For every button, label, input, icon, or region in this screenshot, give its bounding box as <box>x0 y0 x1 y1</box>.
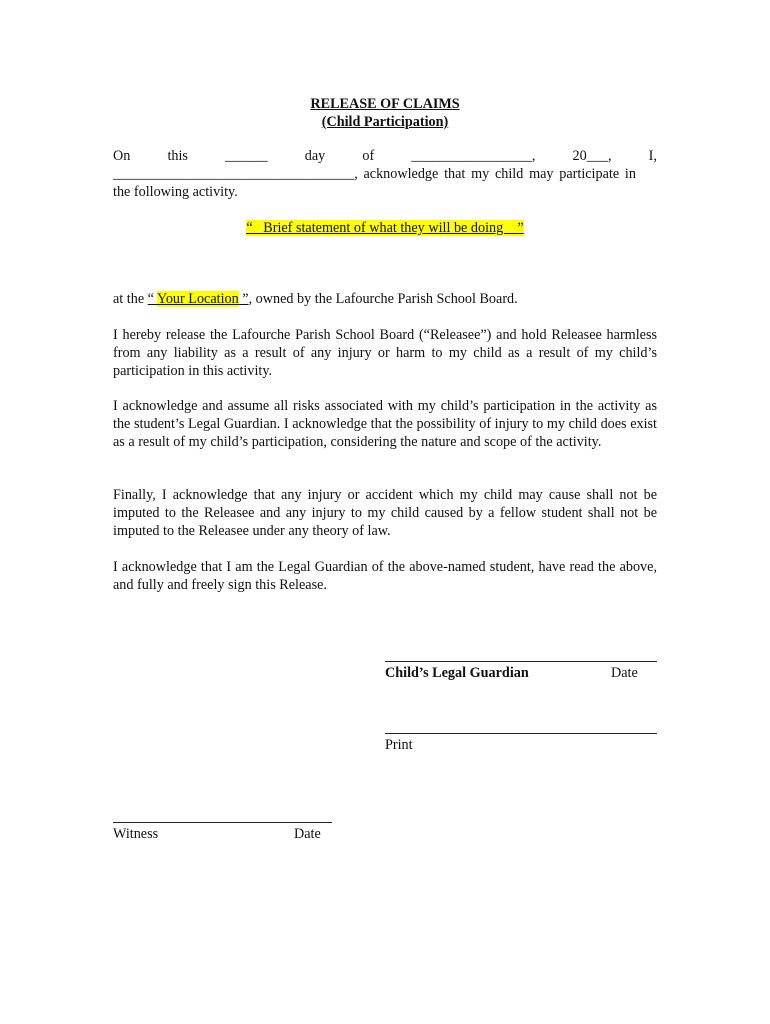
intro-of: of <box>362 148 375 164</box>
guardian-label: Child’s Legal Guardian <box>385 665 529 681</box>
intro-on: On <box>113 148 131 164</box>
location-open-quote: “ <box>147 291 157 307</box>
intro-this: this <box>167 148 188 164</box>
print-label: Print <box>385 737 413 753</box>
title-main: RELEASE OF CLAIMS <box>310 96 460 112</box>
risk-paragraph: I acknowledge and assume all risks associated with my child’s participation in the activity as the student’s Legal Guardian. I acknowledge that the possibility of injury to my child does exist as a result of my child’s participation, considering the nature and scope of the activity. <box>113 398 657 450</box>
release-paragraph: I hereby release the Lafourche Parish School Board (“Releasee”) and hold Releasee harmless from any liability as a result of any injury or harm to my child as a result of my child’s participation in this activity. <box>113 327 657 379</box>
intro-day: day <box>304 148 326 164</box>
location-suffix: , owned by the Lafourche Parish School Board. <box>248 291 518 307</box>
intro-line-1 <box>113 147 657 165</box>
year-blank: 20___, <box>572 148 612 164</box>
intro-line-2 <box>113 165 657 183</box>
activity-statement <box>0 219 770 237</box>
location-highlight: Your Location <box>157 291 239 307</box>
witness-label: Witness <box>113 826 159 842</box>
title-subtitle: (Child Participation) <box>321 114 449 130</box>
name-blank-line: __________________________________, acknowledge that my child may participate in <box>113 166 636 182</box>
document-title <box>0 95 770 131</box>
location-line <box>113 290 657 308</box>
print-line <box>385 733 657 734</box>
intro-i: I, <box>648 148 657 164</box>
intro-paragraph <box>113 147 657 201</box>
guardian-date-label: Date <box>611 665 638 681</box>
witness-signature-line <box>113 822 332 823</box>
guardian-paragraph: I acknowledge that I am the Legal Guardian of the above-named student, have read the above, and fully and freely sign this Release. <box>113 559 657 593</box>
day-blank: ______ <box>225 148 268 164</box>
month-blank: _________________, <box>411 148 536 164</box>
location-close-quote: ” <box>238 291 249 307</box>
guardian-signature-line <box>385 661 657 662</box>
activity-highlight: “ Brief statement of what they will be doing ” <box>246 220 524 236</box>
witness-date-label: Date <box>294 826 321 842</box>
imputation-paragraph: Finally, I acknowledge that any injury or accident which my child may cause shall not be imputed to the Releasee and any injury to my child caused by a fellow student shall not be imputed to the Releasee under any theory of law. <box>113 487 657 539</box>
location-prefix: at the <box>113 291 148 307</box>
intro-line-3: the following activity. <box>113 184 238 200</box>
